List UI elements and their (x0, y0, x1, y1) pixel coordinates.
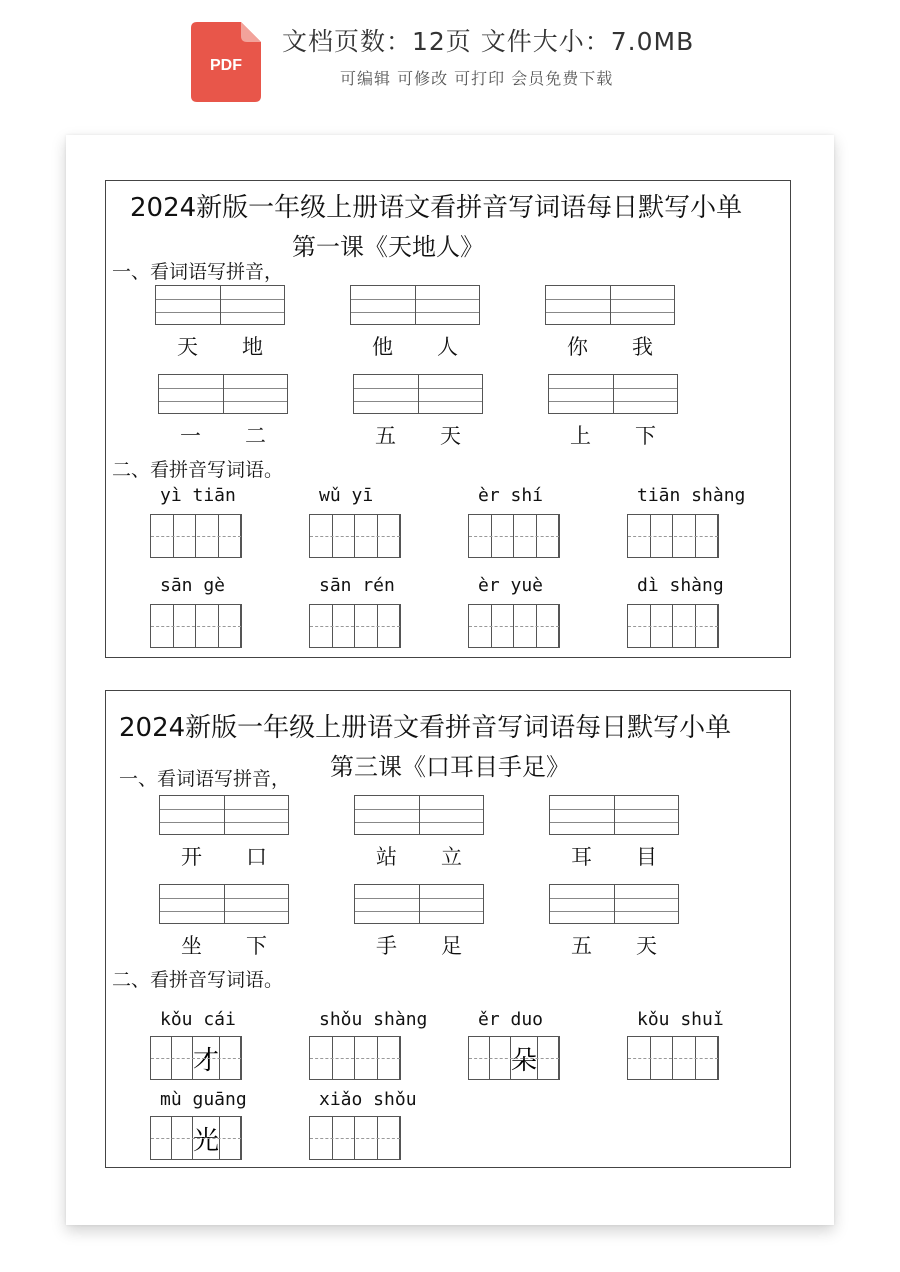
word-character: 下 (246, 934, 267, 958)
word-character: 站 (376, 845, 397, 869)
pinyin-writing-grid[interactable] (548, 374, 678, 414)
word-character: 二 (245, 424, 266, 448)
word-character: 五 (375, 424, 396, 448)
word-character: 我 (632, 335, 653, 359)
pinyin-writing-grid[interactable] (350, 285, 480, 325)
pinyin-prompt: sān rén (319, 575, 395, 596)
grid-midline (310, 626, 400, 627)
grid-midline (151, 1138, 241, 1139)
word-character: 你 (567, 335, 588, 359)
word-character: 坐 (181, 934, 202, 958)
grid-midline (151, 1058, 241, 1059)
grid-cell[interactable]: 朵 (511, 1037, 538, 1079)
pinyin-writing-grid[interactable] (159, 884, 289, 924)
grid-midline (469, 626, 559, 627)
character-writing-grid[interactable] (309, 514, 401, 558)
grid-midline (628, 536, 718, 537)
lesson-title: 第三课《口耳目手足》 (330, 753, 570, 781)
word-characters (159, 841, 289, 871)
grid-cell[interactable]: 光 (193, 1117, 220, 1159)
pinyin-writing-grid[interactable] (549, 795, 679, 835)
character-writing-grid[interactable] (627, 514, 719, 558)
document-info: 文档页数：12页 文件大小：7.0MB (282, 27, 695, 56)
part-one-label: 一、看词语写拼音， (112, 261, 284, 283)
word-character: 手 (376, 934, 397, 958)
word-character: 天 (636, 934, 657, 958)
word-characters (549, 930, 679, 960)
word-character: 开 (181, 845, 202, 869)
pinyin-writing-grid[interactable] (158, 374, 288, 414)
pinyin-prompt: yì tiān (160, 485, 236, 506)
document-page (66, 135, 834, 1225)
worksheet-section (105, 180, 791, 658)
pinyin-prompt: ěr duo (478, 1009, 544, 1030)
pinyin-prompt: sān gè (160, 575, 226, 596)
grid-midline (469, 536, 559, 537)
word-character: 天 (440, 424, 461, 448)
worksheet-section (105, 690, 791, 1168)
pinyin-prompt: dì shàng (637, 575, 724, 596)
character-writing-grid[interactable] (468, 1036, 560, 1080)
word-character: 足 (441, 934, 462, 958)
document-features: 可编辑 可修改 可打印 会员免费下载 (340, 69, 614, 88)
pinyin-writing-grid[interactable] (354, 795, 484, 835)
pinyin-prompt: kǒu cái (160, 1009, 236, 1030)
character-writing-grid[interactable] (150, 604, 242, 648)
word-characters (545, 331, 675, 361)
grid-midline (310, 1058, 400, 1059)
character-writing-grid[interactable] (627, 604, 719, 648)
pinyin-prompt: èr shí (478, 485, 544, 506)
word-character: 他 (372, 335, 393, 359)
pinyin-prompt: xiǎo shǒu (319, 1089, 417, 1110)
word-characters (548, 420, 678, 450)
pinyin-writing-grid[interactable] (353, 374, 483, 414)
lesson-title: 第一课《天地人》 (292, 233, 484, 261)
word-character: 立 (441, 845, 462, 869)
pinyin-writing-grid[interactable] (545, 285, 675, 325)
pdf-icon-label: PDF (210, 57, 242, 74)
word-character: 下 (635, 424, 656, 448)
pinyin-writing-grid[interactable] (159, 795, 289, 835)
worksheet-title: 2024新版一年级上册语文看拼音写词语每日默写小单 (130, 193, 743, 223)
character-writing-grid[interactable] (309, 604, 401, 648)
grid-cell[interactable]: 才 (193, 1037, 220, 1079)
word-characters (354, 930, 484, 960)
grid-midline (151, 626, 241, 627)
pinyin-writing-grid[interactable] (549, 884, 679, 924)
word-characters (158, 420, 288, 450)
part-one-label: 一、看词语写拼音， (119, 768, 291, 790)
word-character: 口 (246, 845, 267, 869)
pinyin-writing-grid[interactable] (354, 884, 484, 924)
grid-midline (628, 626, 718, 627)
part-two-label: 二、看拼音写词语。 (112, 969, 284, 991)
pinyin-prompt: èr yuè (478, 575, 544, 596)
grid-midline (628, 1058, 718, 1059)
word-character: 地 (242, 335, 263, 359)
word-character: 人 (437, 335, 458, 359)
character-writing-grid[interactable] (309, 1116, 401, 1160)
grid-midline (469, 1058, 559, 1059)
pinyin-prompt: tiān shàng (637, 485, 746, 506)
document-header (0, 0, 900, 120)
grid-midline (310, 536, 400, 537)
pinyin-prompt: shǒu shàng (319, 1009, 428, 1030)
word-characters (549, 841, 679, 871)
word-character: 五 (571, 934, 592, 958)
word-characters (350, 331, 480, 361)
character-writing-grid[interactable] (150, 1116, 242, 1160)
character-writing-grid[interactable] (627, 1036, 719, 1080)
word-characters (354, 841, 484, 871)
character-writing-grid[interactable] (309, 1036, 401, 1080)
word-character: 天 (177, 335, 198, 359)
word-character: 耳 (571, 845, 592, 869)
word-character: 一 (180, 424, 201, 448)
word-characters (155, 331, 285, 361)
pdf-file-icon (191, 22, 261, 102)
grid-midline (151, 536, 241, 537)
pinyin-writing-grid[interactable] (155, 285, 285, 325)
worksheet-title: 2024新版一年级上册语文看拼音写词语每日默写小单 (119, 713, 732, 743)
pinyin-prompt: mù guāng (160, 1089, 247, 1110)
pinyin-prompt: kǒu shuǐ (637, 1009, 724, 1030)
pinyin-prompt: wǔ yī (319, 485, 374, 506)
part-two-label: 二、看拼音写词语。 (112, 459, 284, 481)
character-writing-grid[interactable] (468, 514, 560, 558)
character-writing-grid[interactable] (468, 604, 560, 648)
grid-midline (310, 1138, 400, 1139)
word-character: 目 (636, 845, 657, 869)
character-writing-grid[interactable] (150, 1036, 242, 1080)
character-writing-grid[interactable] (150, 514, 242, 558)
word-characters (159, 930, 289, 960)
word-character: 上 (570, 424, 591, 448)
word-characters (353, 420, 483, 450)
